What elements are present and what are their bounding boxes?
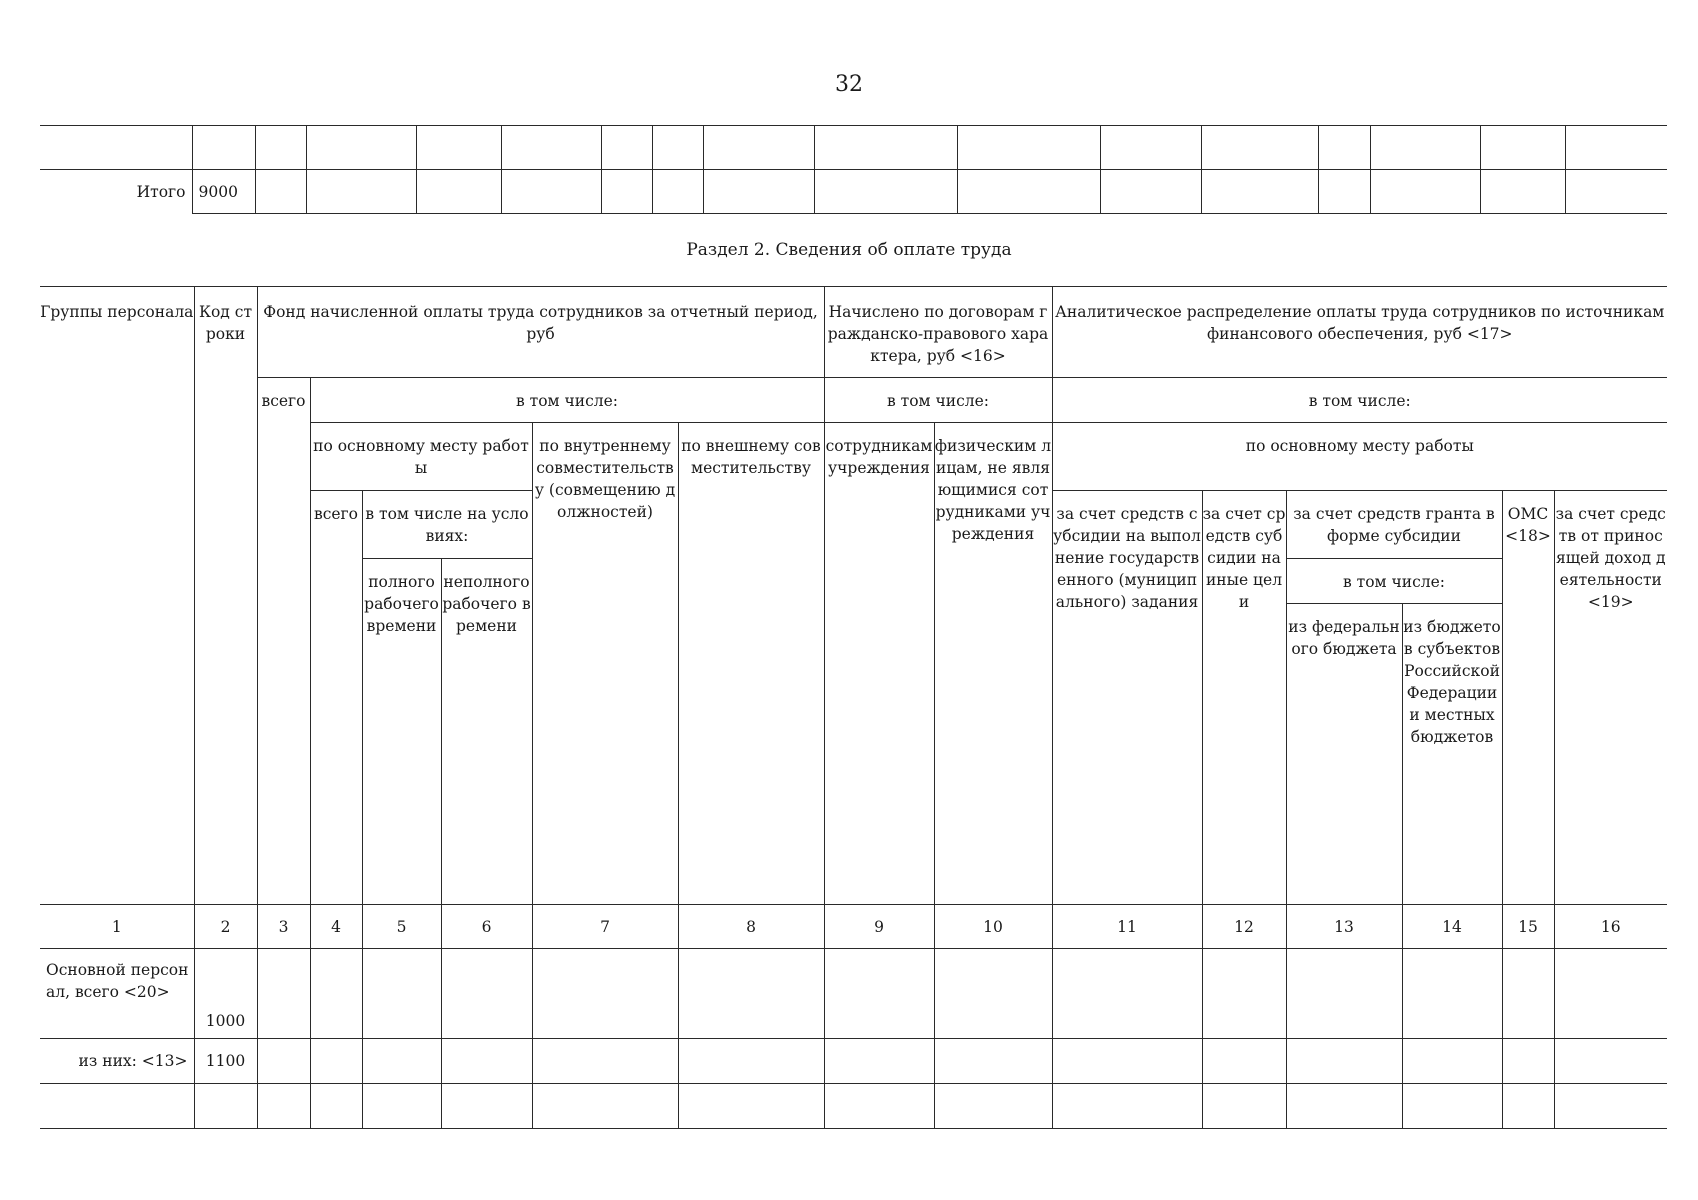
- header-full-time: полного рабочего времени: [362, 559, 441, 905]
- column-numbers-row: [40, 905, 1667, 949]
- header-part-time: неполного рабочего времени: [441, 559, 532, 905]
- row-code: 1000: [194, 949, 257, 1039]
- header-main-place: по основному месту работы: [310, 423, 532, 491]
- column-number: 7: [532, 905, 678, 949]
- column-number: 3: [257, 905, 310, 949]
- column-number: 1: [40, 905, 194, 949]
- row-label: Основной персонал, всего <20>: [40, 949, 194, 1039]
- header-employees: сотрудникам учреждения: [824, 423, 934, 905]
- column-number: 2: [194, 905, 257, 949]
- column-number: 12: [1202, 905, 1286, 949]
- page-number: 32: [835, 72, 863, 97]
- section-title: Раздел 2. Сведения об оплате труда: [686, 240, 1012, 260]
- header-groups: Группы персонала: [40, 287, 194, 905]
- header-incl-conditions: в том числе на условиях:: [362, 491, 532, 559]
- column-number: 9: [824, 905, 934, 949]
- header-individuals: физическим лицам, не являющимися сотрудниками учреждения: [934, 423, 1052, 905]
- table-row: [40, 126, 1667, 170]
- header-main-place-work: по основному месту работы: [1052, 423, 1667, 491]
- salary-table: [40, 286, 1667, 1129]
- header-analytic-incl: в том числе:: [1052, 378, 1667, 423]
- row-code: [194, 1084, 257, 1129]
- row-code: 1100: [194, 1039, 257, 1084]
- header-civil: Начислено по договорам гражданско-правового характера, руб <16>: [824, 287, 1052, 378]
- table-row: [40, 1084, 1667, 1129]
- row-label: [40, 1084, 194, 1129]
- column-number: 5: [362, 905, 441, 949]
- header-subsidy-other: за счет средств субсидии на иные цели: [1202, 491, 1286, 905]
- header-subsidy-task: за счет средств субсидии на выполнение государственного (муниципального) задания: [1052, 491, 1202, 905]
- column-number: 13: [1286, 905, 1402, 949]
- header-oms: ОМС <18>: [1502, 491, 1554, 905]
- column-number: 4: [310, 905, 362, 949]
- column-number: 10: [934, 905, 1052, 949]
- header-main-total: всего: [310, 491, 362, 905]
- row-label: из них: <13>: [40, 1039, 194, 1084]
- header-fund: Фонд начисленной оплаты труда сотрудников за отчетный период, руб: [257, 287, 824, 378]
- header-civil-incl: в том числе:: [824, 378, 1052, 423]
- column-number: 6: [441, 905, 532, 949]
- column-number: 11: [1052, 905, 1202, 949]
- column-number: 14: [1402, 905, 1502, 949]
- header-federal: из федерального бюджета: [1286, 604, 1402, 905]
- header-income: за счет средств от приносящей доход деятельности <19>: [1554, 491, 1667, 905]
- continuation-table: [40, 125, 1667, 214]
- table-row: [40, 949, 1667, 1039]
- header-fund-total: всего: [257, 378, 310, 905]
- header-regional: из бюджетов субъектов Российской Федерации и местных бюджетов: [1402, 604, 1502, 905]
- header-grant: за счет средств гранта в форме субсидии: [1286, 491, 1502, 559]
- total-row: [40, 170, 1667, 214]
- header-analytic: Аналитическое распределение оплаты труда сотрудников по источникам финансового обеспечения, руб <17>: [1052, 287, 1667, 378]
- total-code: 9000: [192, 170, 255, 214]
- header-fund-incl: в том числе:: [310, 378, 824, 423]
- header-internal: по внутреннему совместительству (совмещению должностей): [532, 423, 678, 905]
- header-code: Код строки: [194, 287, 257, 905]
- header-grant-incl: в том числе:: [1286, 559, 1502, 604]
- table-row: [40, 1039, 1667, 1084]
- column-number: 8: [678, 905, 824, 949]
- column-number: 15: [1502, 905, 1554, 949]
- total-label: Итого: [40, 170, 192, 214]
- header-external: по внешнему совместительству: [678, 423, 824, 905]
- column-number: 16: [1554, 905, 1667, 949]
